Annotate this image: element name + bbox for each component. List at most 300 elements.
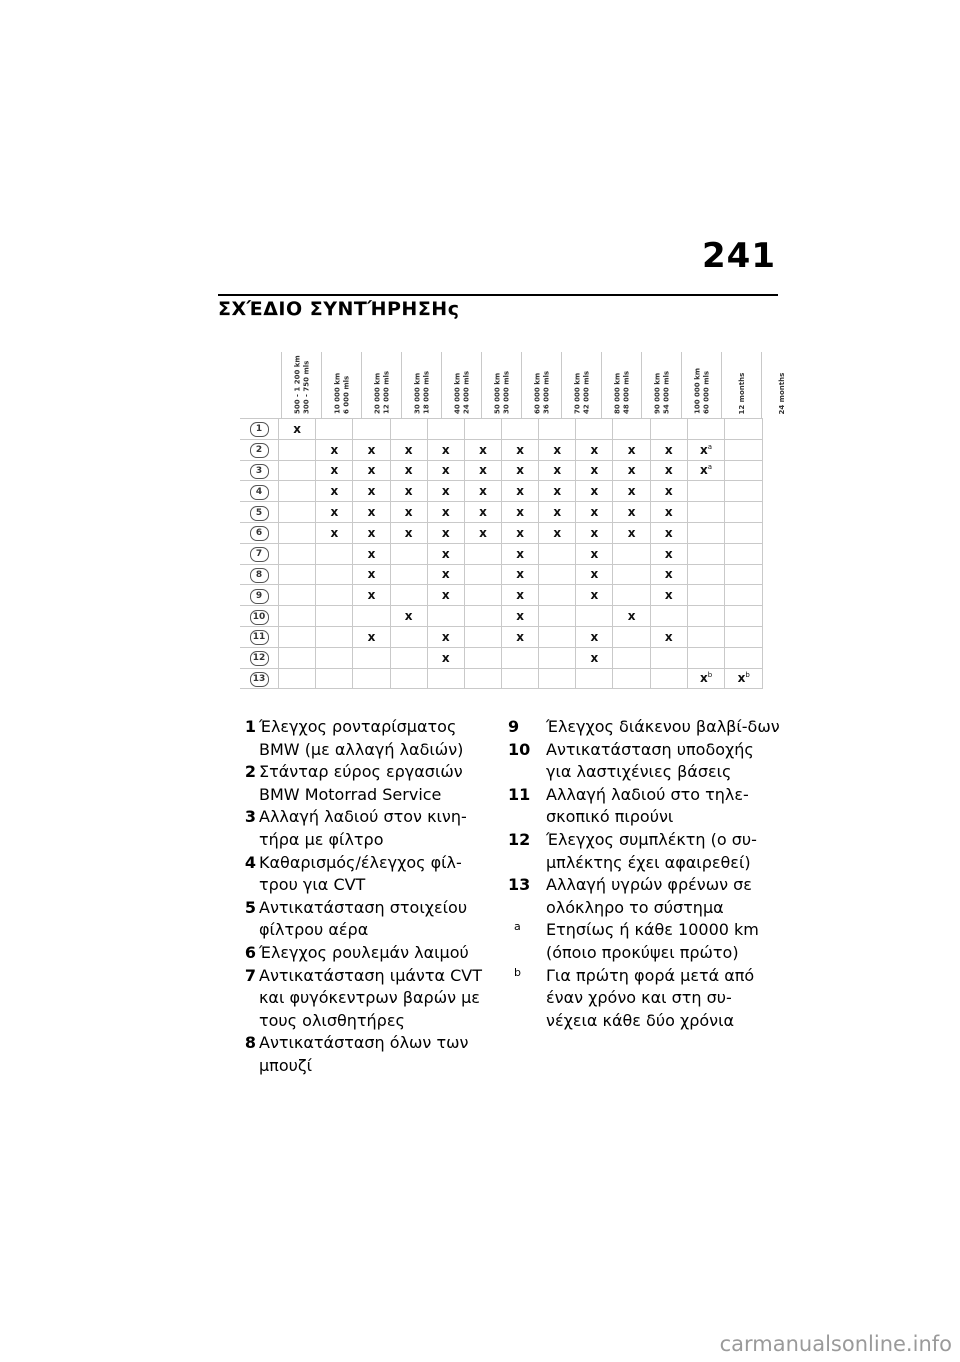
schedule-cell xyxy=(687,460,725,481)
schedule-cell xyxy=(502,460,539,481)
schedule-cell xyxy=(687,522,725,543)
legend-item xyxy=(218,897,490,942)
check-mark: x xyxy=(516,442,524,457)
schedule-cell xyxy=(650,585,687,606)
schedule-cell xyxy=(464,481,501,502)
schedule-column-header xyxy=(681,352,722,418)
legend-item xyxy=(505,874,780,919)
schedule-cell xyxy=(427,626,464,647)
check-mark: x xyxy=(700,463,708,478)
schedule-cell xyxy=(279,626,316,647)
check-mark: x xyxy=(441,484,450,499)
schedule-cell xyxy=(576,606,613,627)
column-label: 70 000 km 42 000 mls xyxy=(573,370,590,414)
column-label: 50 000 km 30 000 mls xyxy=(493,370,510,414)
schedule-column-header xyxy=(641,352,682,418)
schedule-cell xyxy=(576,439,613,460)
schedule-cell xyxy=(576,481,613,502)
schedule-cell xyxy=(427,522,464,543)
legend-item xyxy=(218,852,490,897)
check-mark: x xyxy=(441,650,450,665)
check-mark: x xyxy=(590,525,599,540)
check-mark: x xyxy=(664,629,673,644)
check-mark: x xyxy=(367,546,376,561)
schedule-cell xyxy=(390,502,427,523)
schedule-cell xyxy=(613,647,650,668)
schedule-cell xyxy=(725,460,763,481)
schedule-cell xyxy=(316,606,353,627)
schedule-grid xyxy=(240,418,763,689)
legend-number: b xyxy=(514,965,521,979)
schedule-cell xyxy=(650,668,687,689)
check-mark: x xyxy=(367,484,376,499)
check-mark: x xyxy=(553,463,562,478)
legend-right xyxy=(505,716,780,1032)
check-mark: x xyxy=(330,525,339,540)
legend-item xyxy=(505,784,780,829)
table-row xyxy=(240,419,763,440)
row-number-badge: 5 xyxy=(250,506,269,521)
schedule-cell xyxy=(687,668,725,689)
check-mark: x xyxy=(441,442,450,457)
row-number xyxy=(240,502,279,523)
schedule-cell xyxy=(464,668,501,689)
column-label: 100 000 km 60 000 mls xyxy=(693,367,710,414)
check-mark: x xyxy=(516,567,524,582)
row-number xyxy=(240,460,279,481)
legend-number: 12 xyxy=(508,829,531,849)
check-mark: x xyxy=(627,442,636,457)
table-row xyxy=(240,585,763,606)
schedule-cell xyxy=(390,606,427,627)
schedule-cell xyxy=(279,460,316,481)
schedule-cell xyxy=(650,564,687,585)
row-number xyxy=(240,564,279,585)
schedule-cell xyxy=(650,439,687,460)
row-number-badge: 11 xyxy=(250,630,269,645)
legend-text: Αλλαγή υγρών φρένων σε ολόκληρο το σύστημα xyxy=(546,875,752,917)
schedule-cell xyxy=(427,585,464,606)
legend-item xyxy=(218,716,490,761)
schedule-cell xyxy=(316,564,353,585)
check-mark: x xyxy=(553,442,562,457)
schedule-cell xyxy=(390,626,427,647)
schedule-cell xyxy=(502,585,539,606)
schedule-cell xyxy=(650,502,687,523)
schedule-cell xyxy=(427,460,464,481)
schedule-cell xyxy=(687,585,725,606)
table-row xyxy=(240,522,763,543)
schedule-cell xyxy=(353,522,390,543)
legend-number: 9 xyxy=(508,717,520,736)
row-number xyxy=(240,481,279,502)
check-mark: x xyxy=(664,505,673,520)
schedule-cell xyxy=(353,439,390,460)
schedule-cell xyxy=(687,502,725,523)
schedule-cell xyxy=(613,481,650,502)
schedule-cell xyxy=(279,606,316,627)
header-rule xyxy=(218,294,778,296)
legend-number: 13 xyxy=(508,875,531,895)
legend-item xyxy=(505,965,780,1033)
row-number-badge: 9 xyxy=(250,589,269,604)
schedule-cell xyxy=(427,419,464,440)
check-mark: x xyxy=(553,525,562,540)
schedule-cell xyxy=(353,481,390,502)
schedule-cell xyxy=(279,564,316,585)
row-number xyxy=(240,626,279,647)
check-mark: x xyxy=(700,442,708,457)
schedule-cell xyxy=(687,419,725,440)
legend-number: 11 xyxy=(508,784,531,804)
check-mark: x xyxy=(664,525,673,540)
table-row xyxy=(240,502,763,523)
schedule-cell xyxy=(464,522,501,543)
row-number xyxy=(240,585,279,606)
schedule-cell xyxy=(464,502,501,523)
schedule-cell xyxy=(613,460,650,481)
column-label: 10 000 km 6 000 mls xyxy=(333,372,350,414)
schedule-cell xyxy=(650,647,687,668)
schedule-cell xyxy=(353,419,390,440)
schedule-cell xyxy=(725,626,763,647)
check-mark: x xyxy=(330,463,339,478)
check-mark: x xyxy=(404,525,413,540)
check-mark: x xyxy=(404,463,413,478)
schedule-cell xyxy=(279,502,316,523)
legend-item xyxy=(218,761,490,806)
schedule-cell xyxy=(576,502,613,523)
schedule-cell xyxy=(650,419,687,440)
schedule-cell xyxy=(725,585,763,606)
check-mark: x xyxy=(479,442,487,457)
schedule-cell xyxy=(687,606,725,627)
column-label: 12 months xyxy=(737,372,746,414)
schedule-cell xyxy=(316,626,353,647)
schedule-cell xyxy=(613,626,650,647)
check-mark: x xyxy=(479,463,487,478)
check-mark: x xyxy=(441,505,450,520)
schedule-cell xyxy=(650,606,687,627)
legend-number: 4 xyxy=(244,852,256,872)
schedule-cell xyxy=(576,522,613,543)
schedule-cell xyxy=(353,606,390,627)
schedule-cell xyxy=(390,439,427,460)
schedule-cell xyxy=(502,502,539,523)
schedule-cell xyxy=(502,481,539,502)
page-number: 241 xyxy=(702,236,776,276)
schedule-header xyxy=(240,352,786,418)
check-mark: x xyxy=(441,629,450,644)
check-mark: x xyxy=(590,567,599,582)
schedule-cell xyxy=(279,439,316,460)
check-mark: x xyxy=(664,463,673,478)
legend-number: 7 xyxy=(244,965,256,985)
schedule-cell xyxy=(725,606,763,627)
check-mark: x xyxy=(627,609,636,624)
table-row xyxy=(240,564,763,585)
check-mark: x xyxy=(367,629,376,644)
schedule-cell xyxy=(464,626,501,647)
schedule-cell xyxy=(576,626,613,647)
column-label: 80 000 km 48 000 mls xyxy=(613,370,630,414)
schedule-cell xyxy=(353,626,390,647)
schedule-cell xyxy=(279,543,316,564)
schedule-cell xyxy=(316,668,353,689)
schedule-cell xyxy=(502,626,539,647)
check-mark: x xyxy=(699,671,708,686)
schedule-cell xyxy=(279,647,316,668)
table-row xyxy=(240,647,763,668)
schedule-column-header xyxy=(361,352,402,418)
schedule-cell xyxy=(725,564,763,585)
table-row xyxy=(240,626,763,647)
schedule-cell xyxy=(576,419,613,440)
legend-item xyxy=(505,716,780,739)
legend-text: Αλλαγή λαδιού στον κινη-τήρα με φίλτρο xyxy=(259,807,467,849)
check-mark: x xyxy=(330,442,339,457)
footnote-mark: a xyxy=(707,463,713,472)
legend-text: Αντικατάσταση όλων των μπουζί xyxy=(259,1033,469,1075)
legend-number: 8 xyxy=(244,1033,256,1053)
schedule-cell xyxy=(687,481,725,502)
schedule-cell xyxy=(390,668,427,689)
schedule-column-header xyxy=(281,352,322,418)
schedule-cell xyxy=(464,460,501,481)
column-label: 20 000 km 12 000 mls xyxy=(373,370,390,414)
legend-item xyxy=(218,806,490,851)
check-mark: x xyxy=(627,525,636,540)
legend-text: Για πρώτη φορά μετά από έναν χρόνο και στη συ-νέχεια κάθε δύο χρόνια xyxy=(546,965,755,1030)
schedule-cell xyxy=(576,585,613,606)
schedule-cell xyxy=(427,502,464,523)
schedule-column-header xyxy=(441,352,482,418)
schedule-cell xyxy=(427,543,464,564)
schedule-cell xyxy=(502,419,539,440)
check-mark: x xyxy=(404,505,413,520)
watermark: carmanualsonline.info xyxy=(719,1332,952,1356)
schedule-cell xyxy=(613,585,650,606)
check-mark: x xyxy=(516,546,524,561)
schedule-cell xyxy=(725,419,763,440)
schedule-cell xyxy=(353,647,390,668)
check-mark: x xyxy=(293,421,302,436)
check-mark: x xyxy=(516,463,524,478)
schedule-cell xyxy=(539,502,576,523)
schedule-cell xyxy=(353,502,390,523)
schedule-cell xyxy=(390,543,427,564)
schedule-cell xyxy=(279,585,316,606)
table-row xyxy=(240,668,763,689)
schedule-column-header xyxy=(761,352,802,418)
check-mark: x xyxy=(516,484,524,499)
schedule-cell xyxy=(613,564,650,585)
schedule-cell xyxy=(353,543,390,564)
schedule-cell xyxy=(390,585,427,606)
legend-text: Αλλαγή λαδιού στο τηλε-σκοπικό πιρούνι xyxy=(546,784,749,827)
schedule-cell xyxy=(502,439,539,460)
schedule-cell xyxy=(539,419,576,440)
schedule-cell xyxy=(687,543,725,564)
schedule-cell xyxy=(613,522,650,543)
legend-number: a xyxy=(514,920,521,934)
check-mark: x xyxy=(627,463,636,478)
schedule-cell xyxy=(390,564,427,585)
check-mark: x xyxy=(404,609,413,624)
check-mark: x xyxy=(516,588,524,603)
check-mark: x xyxy=(441,588,450,603)
column-label: 30 000 km 18 000 mls xyxy=(413,370,430,414)
row-number xyxy=(240,668,279,689)
schedule-cell xyxy=(613,439,650,460)
schedule-cell xyxy=(687,439,725,460)
schedule-cell xyxy=(613,543,650,564)
check-mark: x xyxy=(516,609,524,624)
row-number xyxy=(240,419,279,440)
schedule-cell xyxy=(390,481,427,502)
schedule-cell xyxy=(279,668,316,689)
check-mark: x xyxy=(367,525,376,540)
schedule-cell xyxy=(613,502,650,523)
footnote-mark: b xyxy=(707,671,713,680)
row-number-badge: 6 xyxy=(250,526,269,541)
legend-number: 10 xyxy=(508,739,531,759)
schedule-cell xyxy=(316,439,353,460)
section-title: ΣΧΈΔΙΟ ΣΥΝΤΉΡΗΣΗς xyxy=(218,298,460,320)
schedule-cell xyxy=(576,564,613,585)
check-mark: x xyxy=(553,505,562,520)
schedule-column-header xyxy=(721,352,762,418)
schedule-cell xyxy=(316,647,353,668)
schedule-cell xyxy=(390,460,427,481)
check-mark: x xyxy=(664,484,673,499)
schedule-cell xyxy=(539,564,576,585)
legend-item xyxy=(218,942,490,965)
schedule-cell xyxy=(725,481,763,502)
row-number-badge: 2 xyxy=(250,443,269,458)
schedule-cell xyxy=(576,460,613,481)
schedule-cell xyxy=(650,543,687,564)
check-mark: x xyxy=(479,525,487,540)
check-mark: x xyxy=(627,505,636,520)
column-label: 500 - 1 200 km 300 - 750 mls xyxy=(293,355,310,414)
check-mark: x xyxy=(516,629,524,644)
legend-text: Έλεγχος διάκενου βαλβί-δων xyxy=(546,717,780,736)
check-mark: x xyxy=(590,588,599,603)
table-row xyxy=(240,460,763,481)
schedule-cell xyxy=(316,481,353,502)
row-number-badge: 13 xyxy=(250,672,269,687)
check-mark: x xyxy=(664,546,673,561)
schedule-cell xyxy=(390,419,427,440)
check-mark: x xyxy=(404,484,413,499)
schedule-cell xyxy=(427,481,464,502)
schedule-cell xyxy=(576,647,613,668)
row-number-badge: 4 xyxy=(250,485,269,500)
legend-text: Έλεγχος συμπλέκτη (ο συ-μπλέκτης έχει αφαιρεθεί) xyxy=(546,829,757,872)
check-mark: x xyxy=(441,546,450,561)
row-number xyxy=(240,439,279,460)
table-row xyxy=(240,543,763,564)
schedule-cell xyxy=(539,439,576,460)
schedule-cell xyxy=(353,585,390,606)
row-number-badge: 10 xyxy=(250,610,269,625)
schedule-cell xyxy=(502,543,539,564)
check-mark: x xyxy=(590,442,599,457)
check-mark: x xyxy=(330,505,339,520)
footnote-mark: a xyxy=(707,442,713,451)
schedule-cell xyxy=(316,522,353,543)
schedule-cell xyxy=(464,564,501,585)
column-label: 90 000 km 54 000 mls xyxy=(653,370,670,414)
schedule-cell xyxy=(650,626,687,647)
check-mark: x xyxy=(330,484,339,499)
legend-item xyxy=(218,965,490,1033)
schedule-cell xyxy=(576,543,613,564)
schedule-cell xyxy=(316,502,353,523)
check-mark: x xyxy=(367,588,376,603)
schedule-cell xyxy=(502,647,539,668)
schedule-cell xyxy=(464,439,501,460)
schedule-cell xyxy=(464,543,501,564)
schedule-cell xyxy=(539,606,576,627)
schedule-cell xyxy=(502,564,539,585)
table-row xyxy=(240,606,763,627)
schedule-cell xyxy=(725,543,763,564)
check-mark: x xyxy=(516,525,524,540)
schedule-cell xyxy=(279,522,316,543)
schedule-cell xyxy=(613,668,650,689)
check-mark: x xyxy=(441,463,450,478)
row-number-badge: 1 xyxy=(250,422,269,437)
legend-number: 5 xyxy=(244,897,256,917)
schedule-cell xyxy=(725,522,763,543)
legend-number: 6 xyxy=(244,942,256,962)
legend-text: Αντικατάσταση ιμάντα CVT και φυγόκεντρων βαρών με τους ολισθητήρες xyxy=(259,965,483,1030)
legend-text: Έλεγχος ρουλεμάν λαιμού xyxy=(259,942,469,962)
check-mark: x xyxy=(553,484,562,499)
legend-item xyxy=(505,919,780,964)
legend-number: 3 xyxy=(244,807,256,827)
legend-number: 2 xyxy=(244,762,256,782)
check-mark: x xyxy=(590,463,599,478)
check-mark: x xyxy=(590,505,599,520)
check-mark: x xyxy=(516,505,524,520)
schedule-cell xyxy=(279,481,316,502)
check-mark: x xyxy=(367,442,376,457)
schedule-cell xyxy=(427,668,464,689)
legend-left xyxy=(218,716,490,1078)
schedule-cell xyxy=(353,460,390,481)
check-mark: x xyxy=(664,567,673,582)
schedule-cell xyxy=(427,564,464,585)
schedule-cell xyxy=(650,481,687,502)
schedule-cell xyxy=(613,419,650,440)
legend-text: Στάνταρ εύρος εργασιών BMW Motorrad Service xyxy=(259,762,463,804)
schedule-cell xyxy=(725,439,763,460)
check-mark: x xyxy=(737,671,746,686)
check-mark: x xyxy=(590,546,599,561)
schedule-cell xyxy=(316,543,353,564)
schedule-column-header xyxy=(601,352,642,418)
footnote-mark: b xyxy=(745,671,750,680)
schedule-cell xyxy=(502,606,539,627)
check-mark: x xyxy=(479,484,487,499)
schedule-cell xyxy=(464,419,501,440)
legend-text: Ετησίως ή κάθε 10000 km (όποιο προκύψει πρώτο) xyxy=(546,920,759,962)
schedule-cell xyxy=(539,647,576,668)
check-mark: x xyxy=(367,463,376,478)
